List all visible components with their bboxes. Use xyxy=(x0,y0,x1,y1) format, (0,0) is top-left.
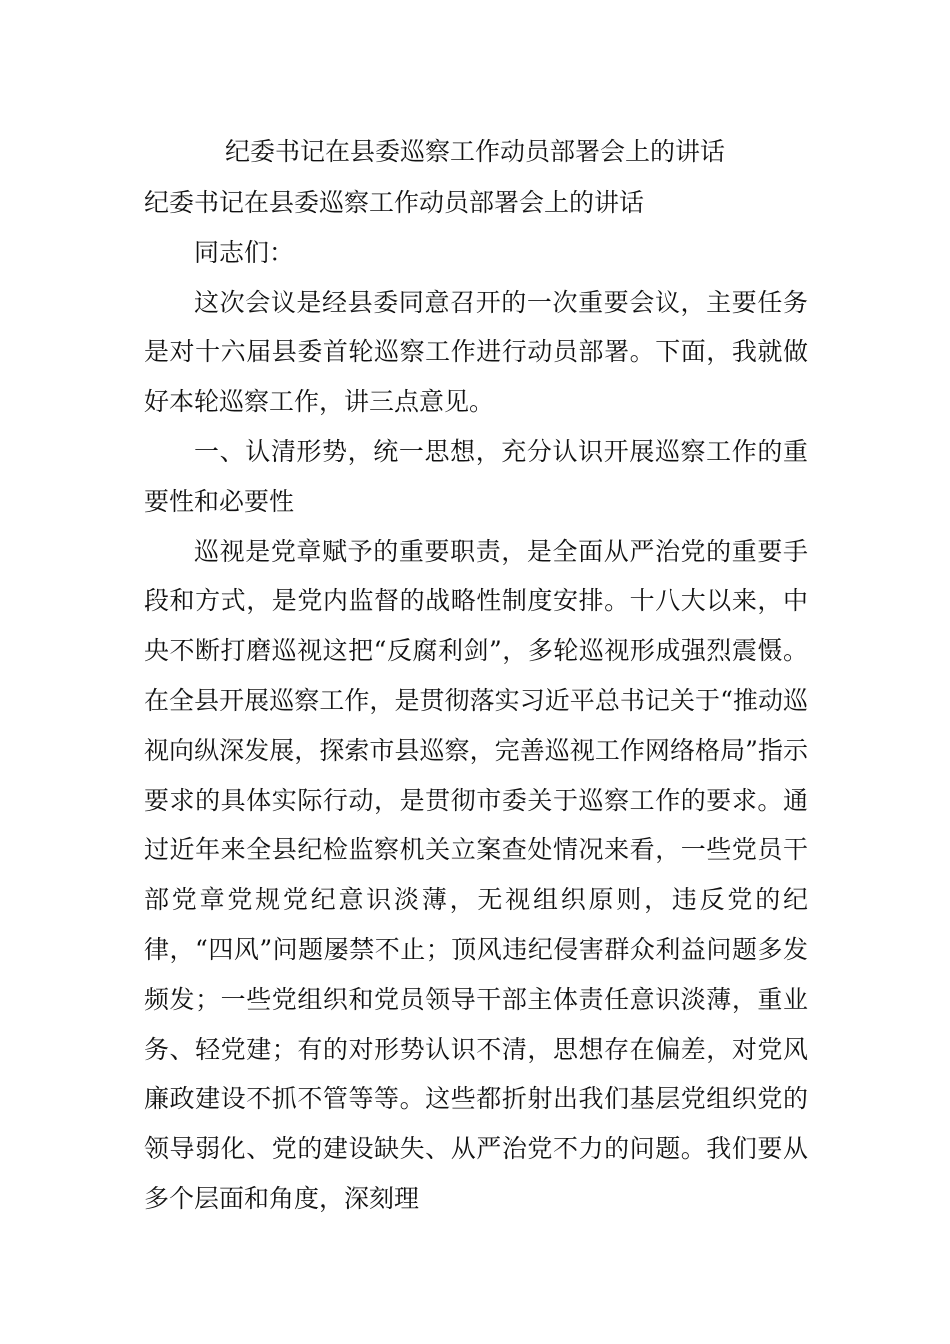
document-subtitle: 纪委书记在县委巡察工作动员部署会上的讲话 xyxy=(144,188,645,217)
document-body xyxy=(144,178,808,1224)
salutation: 同志们： xyxy=(194,237,295,267)
section-heading-one: 一、认清形势，统一思想，充分认识开展巡察工作的重要性和必要性 xyxy=(144,436,808,516)
paragraph-body: 巡视是党章赋予的重要职责，是全面从严治党的重要手段和方式，是党内监督的战略性制度安排。十八大以来，中央不断打磨巡视这把“反腐利剑”，多轮巡视形成强烈震慑。在全县开展巡察工作，是贯彻落实习近平总书记关于“推动巡视向纵深发展，探索市县巡察，完善巡视工作网络格局”指示要求的具体实际行动，是贯彻市委关于巡察工作的要求。通过近年来全县纪检监察机关立案查处情况来看，一些党员干部党章党规党纪意识淡薄，无视组织原则，违反党的纪律，“四风”问题屡禁不止；顶风违纪侵害群众利益问题多发频发；一些党组织和党员领导干部主体责任意识淡薄，重业务、轻党建；有的对形势认识不清，思想存在偏差，对党风廉政建设不抓不管等等。这些都折射出我们基层党组织党的领导弱化、党的建设缺失、从严治党不力的问题。我们要从多个层面和角度，深刻理 xyxy=(144,536,808,1213)
paragraph-intro: 这次会议是经县委同意召开的一次重要会议，主要任务是对十六届县委首轮巡察工作进行动员部署。下面，我就做好本轮巡察工作，讲三点意见。 xyxy=(144,287,808,417)
document-title: 纪委书记在县委巡察工作动员部署会上的讲话 xyxy=(224,137,725,166)
